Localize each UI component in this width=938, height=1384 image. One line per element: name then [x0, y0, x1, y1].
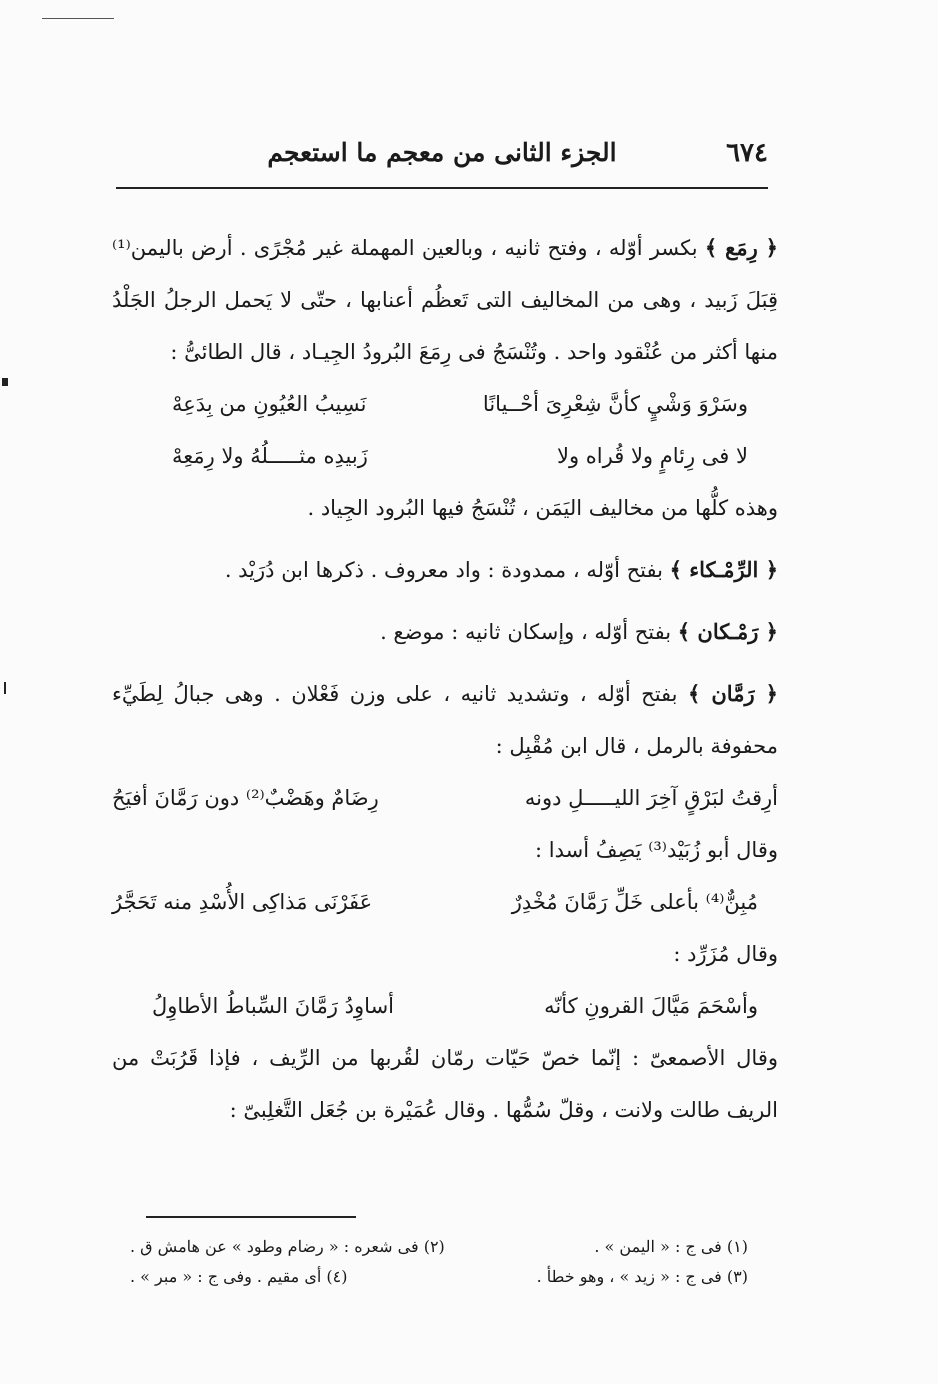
entry-ramkan [112, 606, 778, 658]
scan-artifact-mark [4, 682, 6, 694]
footnote: (١) فى ج : « اليمن » . [594, 1237, 748, 1256]
verse-line [112, 430, 778, 482]
verse-line [112, 772, 778, 824]
footnote: (٣) فى ج : « زيد » ، وهو خطأ . [536, 1267, 748, 1286]
entry-rumman [112, 668, 778, 772]
entry-text: بفتح أوّله ، وتشديد ثانيه ، على وزن فَعْلان . وهى جبالُ لِطَيِّء محفوفة بالرمل ، قال ابن مُقْبِل : [112, 682, 778, 758]
verse-line [112, 378, 778, 430]
entry-text: وقال أبو زُبَيْد⁽³⁾ يَصِفُ أسدا : [535, 838, 778, 862]
footnote-line [130, 1232, 748, 1262]
headword: ﴿ رَمَّان ﴾ [687, 681, 778, 706]
hemistich: وأسْحَمَ مَيَّالَ القرونِ كأنّه [544, 994, 758, 1018]
hemistich: رِضَامٌ وهَضْبٌ⁽²⁾ دون رَمَّانَ أفيَحُ [112, 786, 379, 810]
headword: ﴿ رَمْـكان ﴾ [677, 619, 778, 644]
header-rule [116, 187, 768, 189]
entry-ramka [112, 544, 778, 596]
hemistich: وسَرْوَ وَشْيٍ كأنَّ شِعْرِىَ أحْــيانًا [482, 392, 748, 416]
entry-text: بكسر أوّله ، وفتح ثانيه ، وبالعين المهملة غير مُجْرًى . أرض باليمن⁽¹⁾ قِبَلَ زَبيد ، وهى من المخاليف التى تَعظُم أعنابها ، حتّى لا يَحمل الرجلُ الجَلْدُ منها أكثر من عُنْقود واحد . وتُنْسَجُ فى رِمَعَ البُرودُ الجِيـاد ، قال الطائىُّ : [112, 236, 778, 364]
hemistich: نَسِيبُ العُيُونِ من بِدَعِهْ [172, 392, 367, 416]
verse-line [112, 980, 778, 1032]
entry-text: وقال مُزَرِّد : [673, 942, 778, 966]
hemistich: عَفَرْنَى مَذاكِى الأُسْدِ منه تَحَجَّرُ [112, 890, 373, 914]
hemistich: أساوِدُ رَمَّانَ السِّباطُ الأطاوِلُ [152, 994, 395, 1018]
verse-line [112, 876, 778, 928]
entry-text: وقال الأصمعىّ : إنّما خصّ حَيّات رمّان لقُربها من الرِّيف ، فإذا قَرُبَتْ من الريف طالت ولانت ، وقلّ سُمُّها . وقال عُمَيْرة بن جُعَل التَّغلِبىّ : [112, 1046, 778, 1122]
entry-rima [112, 222, 778, 378]
footnote: (٤) أى مقيم . وفى ج : « مبر » . [130, 1267, 348, 1286]
footnote-line [130, 1262, 748, 1292]
entry-text: بفتح أوّله ، وإسكان ثانيه : موضع . [380, 620, 672, 644]
hemistich: زَبيدِه مثـــــلُهُ ولا رِمَعِهْ [172, 444, 368, 468]
hemistich: أرِقتُ لبَرْقٍ آخِرَ الليـــــلِ دونه [524, 786, 778, 810]
page-number: ٦٧٤ [726, 138, 768, 168]
running-title: الجزء الثانى من معجم ما استعجم [267, 138, 617, 167]
footnote: (٢) فى شعره : « رضام وطود » عن هامش ق . [130, 1237, 445, 1256]
footnote-rule [146, 1216, 356, 1218]
page-body [112, 222, 778, 1136]
page-header [116, 138, 768, 182]
headword: ﴿ الرِّمْـكاء ﴾ [669, 557, 778, 582]
corner-mark [42, 18, 114, 19]
hemistich: لا فى رِئامٍ ولا قُراه ولا [557, 444, 748, 468]
scan-artifact-mark [2, 378, 8, 386]
headword: ﴿ رِمَع ﴾ [704, 235, 778, 260]
entry-text: بفتح أوّله ، ممدودة : واد معروف . ذكرها ابن دُرَيْد . [224, 558, 663, 582]
entry-text: وهذه كلُّها من مخاليف اليَمَن ، تُنْسَجُ فيها البُرود الجِياد . [307, 496, 778, 520]
footnotes [130, 1232, 748, 1292]
hemistich: مُبِنٌّ⁽⁴⁾ بأعلى خَلِّ رَمَّانَ مُخْدِرٌ [511, 890, 758, 914]
